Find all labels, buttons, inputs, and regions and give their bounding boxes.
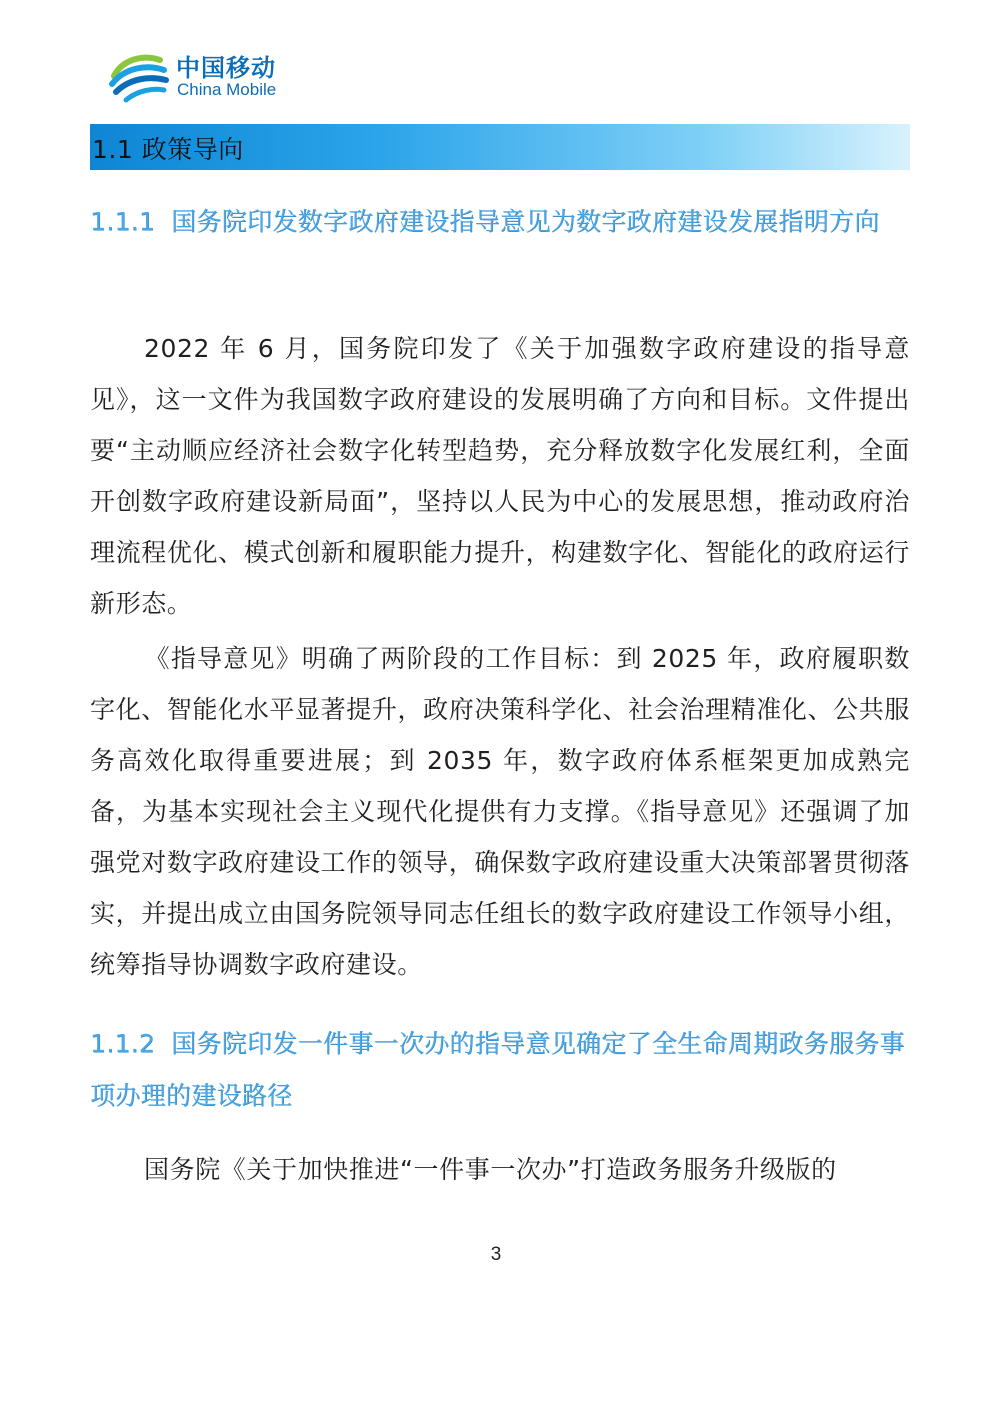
page-number: 3 bbox=[490, 1244, 502, 1265]
china-mobile-logo bbox=[108, 44, 308, 108]
china-mobile-logo-mark-icon bbox=[108, 46, 170, 106]
subsection-title: 国务院印发一件事一次办的指导意见确定了全生命周期政务服务事项办理的建设路径 bbox=[90, 1029, 905, 1110]
section-title: 1.1 政策导向 bbox=[92, 135, 244, 164]
logo-english-name: China Mobile bbox=[177, 80, 277, 99]
body-paragraph-1 bbox=[90, 323, 910, 629]
logo-chinese-name: 中国移动 bbox=[176, 54, 276, 82]
subsection-number: 1.1.2 bbox=[90, 1029, 156, 1058]
subsection-heading-2 bbox=[90, 1018, 920, 1122]
body-paragraph-3 bbox=[90, 1144, 910, 1195]
paragraph-text: 国务院《关于加快推进“一件事一次办”打造政务服务升级版的 bbox=[144, 1155, 837, 1184]
subsection-title: 国务院印发数字政府建设指导意见为数字政府建设发展指明方向 bbox=[171, 207, 880, 236]
paragraph-text: 《指导意见》明确了两阶段的工作目标：到 2025 年，政府履职数字化、智能化水平显著提升，政府决策科学化、社会治理精准化、公共服务高效化取得重要进展；到 2035 年，数字政府体系框架更加成熟完备，为基本实现社会主义现代化提供有力支撑。《指导意见》还强调了加强党对数字政府建设工作的领导，确保数字政府建设重大决策部署贯彻落实，并提出成立由国务院领导同志任组长的数字政府建设工作领导小组，统筹指导协调数字政府建设。 bbox=[90, 644, 910, 979]
paragraph-text: 2022 年 6 月，国务院印发了《关于加强数字政府建设的指导意见》，这一文件为我国数字政府建设的发展明确了方向和目标。文件提出要“主动顺应经济社会数字化转型趋势，充分释放数字化发展红利，全面开创数字政府建设新局面”，坚持以人民为中心的发展思想，推动政府治理流程优化、模式创新和履职能力提升，构建数字化、智能化的政府运行新形态。 bbox=[90, 334, 910, 618]
subsection-number: 1.1.1 bbox=[90, 207, 156, 236]
body-paragraph-2 bbox=[90, 633, 910, 990]
subsection-heading-1 bbox=[90, 196, 920, 248]
